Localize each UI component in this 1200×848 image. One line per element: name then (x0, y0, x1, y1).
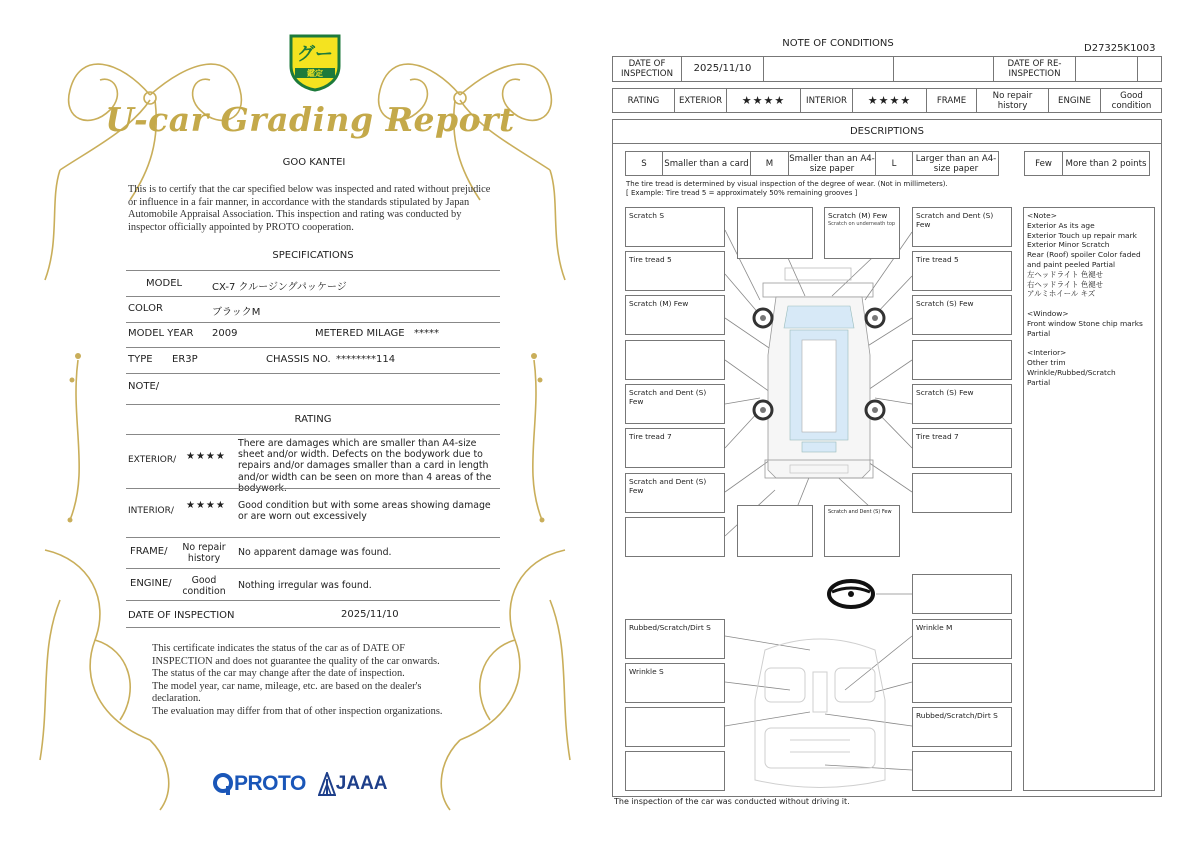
model-value: CX-7 クルージングパッケージ (212, 282, 347, 293)
jaaa-logo-text: JAAA (335, 773, 388, 794)
frame-label: FRAME (927, 89, 977, 112)
date-of-inspection-value: 2025/11/10 (341, 609, 399, 620)
note-line: Exterior As its age (1027, 220, 1095, 230)
note-line: Exterior Touch up repair mark (1027, 230, 1137, 240)
interior-heading: <Interior> (1027, 348, 1067, 358)
legend-code-s: S (626, 152, 663, 175)
engine-description: Nothing irregular was found. (238, 580, 372, 591)
condition-box (625, 340, 725, 380)
condition-box (912, 574, 1012, 614)
divider (126, 568, 500, 569)
certificate-intro: This is to certify that the car specified below was inspected and rated without prejudice or influence in a fair manner, in accordance with the standards stipulated by Japan Automobile Appraisal Association. This inspection and rating was conducted by inspector officially appointed by PROTO cooperation. (128, 184, 491, 233)
tire-example-note: [ Example: Tire tread 5 = approximately 50% remaining grooves ] (626, 189, 858, 197)
window-heading: <Window> (1027, 308, 1069, 318)
condition-box (625, 751, 725, 791)
divider (126, 404, 500, 405)
note-of-conditions (600, 0, 1200, 848)
divider (126, 600, 500, 601)
note-line: アルミホイール キズ (1027, 289, 1096, 299)
condition-box: Scratch (M) Few (625, 295, 725, 335)
badge-text: グー (297, 44, 333, 65)
interior-label: INTERIOR (801, 89, 853, 112)
exterior-label: EXTERIOR (675, 89, 727, 112)
condition-box: Scratch and Dent (S) Few (625, 473, 725, 513)
note-line: 左ヘッドライト 色褪せ (1027, 269, 1104, 279)
note-line: 右ヘッドライト 色褪せ (1027, 279, 1104, 289)
condition-box: Tire tread 5 (625, 251, 725, 291)
condition-box (625, 517, 725, 557)
bottom-note: The inspection of the car was conducted without driving it. (614, 797, 850, 806)
interior-stars: ★★★★ (853, 89, 927, 112)
divider (126, 434, 500, 435)
condition-box: Wrinkle S (625, 663, 725, 703)
color-value: ブラックM (212, 307, 261, 318)
condition-box: Scratch and Dent (S) Few (625, 384, 725, 424)
condition-box (912, 663, 1012, 703)
model-year-value: 2009 (212, 328, 238, 339)
condition-box-sublabel: Scratch on underneath top (828, 221, 896, 227)
re-inspection-label: DATE OF RE-INSPECTION (994, 57, 1076, 81)
proto-mark-icon (212, 772, 234, 796)
condition-box (737, 207, 813, 259)
date-of-inspection-label: DATE OF INSPECTION (128, 610, 235, 621)
footer-line: INSPECTION and does not guarantee the quality of the car onwards. (152, 655, 440, 667)
exterior-description: There are damages which are smaller than A4-size sheet and/or width. Defects on the bodywork due to repairs and/or damages smaller than a card in length and/or width can be seen on more than 4 areas of the bodywork. (238, 438, 492, 494)
frame-value: No repair history (182, 542, 226, 565)
condition-box: Scratch and Dent (S) Few (824, 505, 900, 557)
divider (126, 270, 500, 271)
legend-code-few: Few (1025, 152, 1063, 175)
divider (126, 347, 500, 348)
legend-code-l: L (876, 152, 913, 175)
tire-note: The tire tread is determined by visual inspection of the degree of wear. (Not in millimeters). (626, 180, 948, 188)
notes-column (1023, 207, 1155, 791)
divider (126, 296, 500, 297)
proto-logo (212, 772, 306, 796)
chassis-label: CHASSIS NO. (266, 354, 331, 365)
date-label: DATE OF INSPECTION (613, 57, 682, 81)
type-label: TYPE (128, 354, 153, 365)
frame-value: No repair history (977, 89, 1049, 112)
divider (126, 627, 500, 628)
footer-line: This certificate indicates the status of the car as of DATE OF (152, 643, 406, 654)
footer-line: The status of the car may change after the date of inspection. (152, 668, 405, 680)
exterior-label: EXTERIOR/ (128, 455, 177, 465)
engine-label: ENGINE (1049, 89, 1101, 112)
note-title: NOTE OF CONDITIONS (782, 38, 894, 49)
certificate-title: U-car Grading Report (105, 100, 515, 139)
divider (126, 373, 500, 374)
condition-box (824, 207, 900, 259)
condition-box: Scratch and Dent (S) Few (912, 207, 1012, 247)
metered-milage-value: ***** (414, 328, 439, 339)
note-line: Rear (Roof) spoiler Color faded (1027, 250, 1141, 260)
chassis-value: ********114 (336, 354, 396, 365)
goo-kantei-badge-icon (287, 32, 343, 92)
interior-stars: ★★★★ (186, 500, 226, 511)
condition-box: Scratch (S) Few (912, 384, 1012, 424)
re-inspection-value (1076, 57, 1138, 81)
date-row (612, 56, 1162, 82)
frame-label: FRAME/ (130, 546, 168, 557)
legend-desc-l: Larger than an A4-size paper (915, 153, 997, 174)
condition-box: Scratch S (625, 207, 725, 247)
legend-desc-few: More than 2 points (1065, 158, 1147, 169)
footer-line: The model year, car name, mileage, etc. are based on the dealer's (152, 680, 422, 692)
condition-box: Rubbed/Scratch/Dirt S (912, 707, 1012, 747)
condition-box: Tire tread 5 (912, 251, 1012, 291)
rating-heading: RATING (294, 414, 332, 425)
condition-box (912, 751, 1012, 791)
note-label: NOTE/ (128, 381, 160, 392)
exterior-stars: ★★★★ (727, 89, 801, 112)
note-line: Exterior Minor Scratch (1027, 240, 1110, 250)
window-line: Front window Stone chip marks (1027, 318, 1143, 328)
logo-row (212, 770, 388, 798)
condition-box: Tire tread 7 (912, 428, 1012, 468)
condition-box (912, 473, 1012, 513)
condition-box (737, 505, 813, 557)
badge-sub: 鑑定 (307, 69, 323, 78)
empty-cell (1138, 57, 1162, 81)
footer-line: declaration. (152, 693, 201, 705)
window-line: Partial (1027, 328, 1051, 338)
divider (126, 322, 500, 323)
condition-box-label: Scratch (M) Few (828, 211, 888, 220)
note-line: and paint peeled Partial (1027, 259, 1116, 269)
certificate-subtitle: GOO KANTEI (282, 157, 346, 168)
condition-box: Scratch (S) Few (912, 295, 1012, 335)
condition-box: Tire tread 7 (625, 428, 725, 468)
jaaa-logo (318, 772, 388, 796)
rating-row (612, 88, 1162, 113)
engine-value: Good condition (1111, 90, 1152, 111)
descriptions-heading: DESCRIPTIONS (613, 120, 1161, 144)
engine-value: Good condition (182, 575, 226, 598)
specifications-heading: SPECIFICATIONS (272, 250, 354, 261)
model-year-label: MODEL YEAR (128, 328, 194, 339)
certificate-footer (152, 643, 492, 719)
empty-cell (894, 57, 994, 81)
legend-desc-s: Smaller than a card (663, 152, 751, 175)
interior-label: INTERIOR/ (128, 506, 174, 516)
type-value: ER3P (172, 354, 198, 365)
condition-box: Wrinkle M (912, 619, 1012, 659)
interior-description: Good condition but with some areas showing damage or are worn out excessively (238, 500, 491, 523)
legend-desc-m: Smaller than an A4-size paper (789, 153, 875, 174)
few-legend (1024, 151, 1150, 176)
engine-label: ENGINE/ (130, 578, 172, 589)
size-legend (625, 151, 999, 176)
reference-number: D27325K1003 (1084, 43, 1156, 54)
rating-label: RATING (613, 89, 675, 112)
condition-box (625, 707, 725, 747)
metered-milage-label: METERED MILAGE (315, 328, 405, 339)
color-label: COLOR (128, 303, 163, 314)
divider (126, 488, 500, 489)
note-heading: <Note> (1027, 211, 1057, 220)
divider (126, 537, 500, 538)
frame-description: No apparent damage was found. (238, 547, 392, 558)
jaaa-mark-icon (318, 772, 336, 796)
footer-line: The evaluation may differ from that of other inspection organizations. (152, 705, 443, 717)
legend-code-m: M (751, 152, 789, 175)
condition-box (912, 340, 1012, 380)
interior-line: Other trim (1027, 357, 1066, 367)
exterior-stars: ★★★★ (186, 451, 226, 462)
empty-cell (764, 57, 894, 81)
interior-line: Partial (1027, 377, 1051, 387)
interior-line: Wrinkle/Rubbed/Scratch (1027, 367, 1116, 377)
date-value: 2025/11/10 (682, 57, 764, 81)
condition-box: Rubbed/Scratch/Dirt S (625, 619, 725, 659)
proto-logo-text: PROTO (234, 772, 306, 795)
model-label: MODEL (146, 278, 183, 289)
